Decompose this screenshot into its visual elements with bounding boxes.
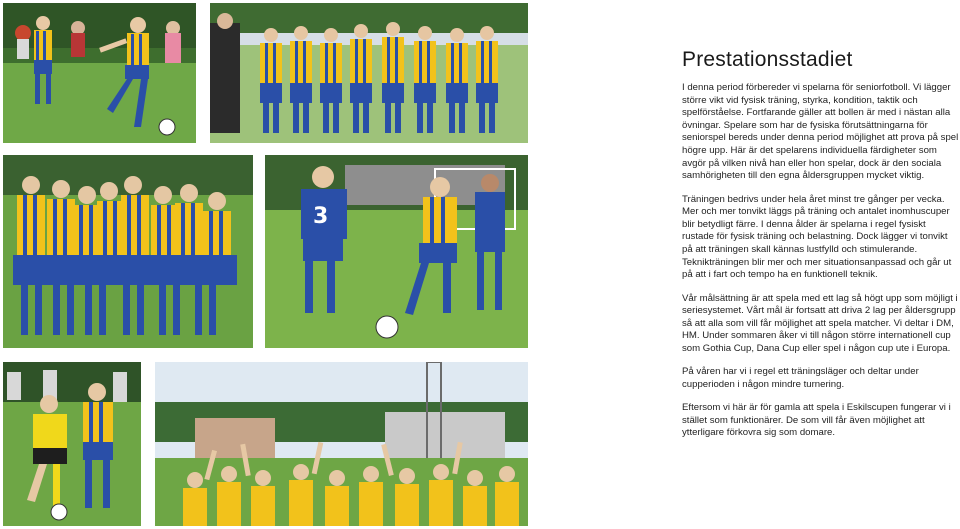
- article: [682, 48, 960, 451]
- article-title: Prestationsstadiet: [682, 48, 853, 71]
- article-paragraph: På våren har vi i regel ett träningsläger och deltar under cupperioden i någon mindre turnering.: [682, 366, 919, 390]
- photo-team-lineup: [210, 3, 528, 143]
- photo-match-action: [265, 155, 528, 348]
- photo-team-huddle: [3, 155, 253, 348]
- photo-team-cheering: [155, 362, 528, 526]
- article-paragraph: I denna period förbereder vi spelarna för seniorfotboll. Vi lägger större vikt vid fysisk träning, styrka, kondition, taktik och spelförståelse. Fortfarande gäller att bollen är med i nästan alla övningar. Spelare som har de fysiska förutsättningarna för seniorspel bereds under denna period möjlighet att prova på spel högre upp. Här är det spelarens individuella färdigheter som avgör på vilken nivå han eller hon spelar, dock är den sociala samhörigheten till den egna åldersgruppen mycket viktig.: [682, 82, 959, 182]
- photo-tackle: [3, 362, 141, 526]
- photo-player-kicking-ball: [3, 3, 196, 143]
- article-paragraph: Eftersom vi här är för gamla att spela i Eskilscupen fungerar vi i stället som funktionärer. De som vill får även möjlighet att ytterligare förkovra sig som domare.: [682, 402, 951, 439]
- article-paragraph: Träningen bedrivs under hela året minst tre gånger per vecka. Mer och mer tonvikt läggs på träning och antalet inomhuscuper blir betydligt färre. I denna ålder är spelarna i regel fysiskt rustade för fysisk träning och belastning. Dock lägger vi tonvikt på att träningen skall kännas lustfylld och stimulerande. Teknikträningen blir mer och mer situationsanpassad och går ut på att i fart och tempo ha en funktionell teknik.: [682, 193, 952, 281]
- article-paragraph: Vår målsättning är att spela med ett lag så högt upp som möjligt i seriesystemet. Vårt mål är fortsatt att driva 2 lag per åldersgrupp så att alla som vill får möjlighet att spela matcher. Vi deltar i DM, HM. Under sommaren åker vi till någon större internationell cup som Gothia Cup, Dana Cup eller spel i någon cup ute i Europa.: [682, 292, 958, 354]
- svg-text:3: 3: [313, 204, 329, 229]
